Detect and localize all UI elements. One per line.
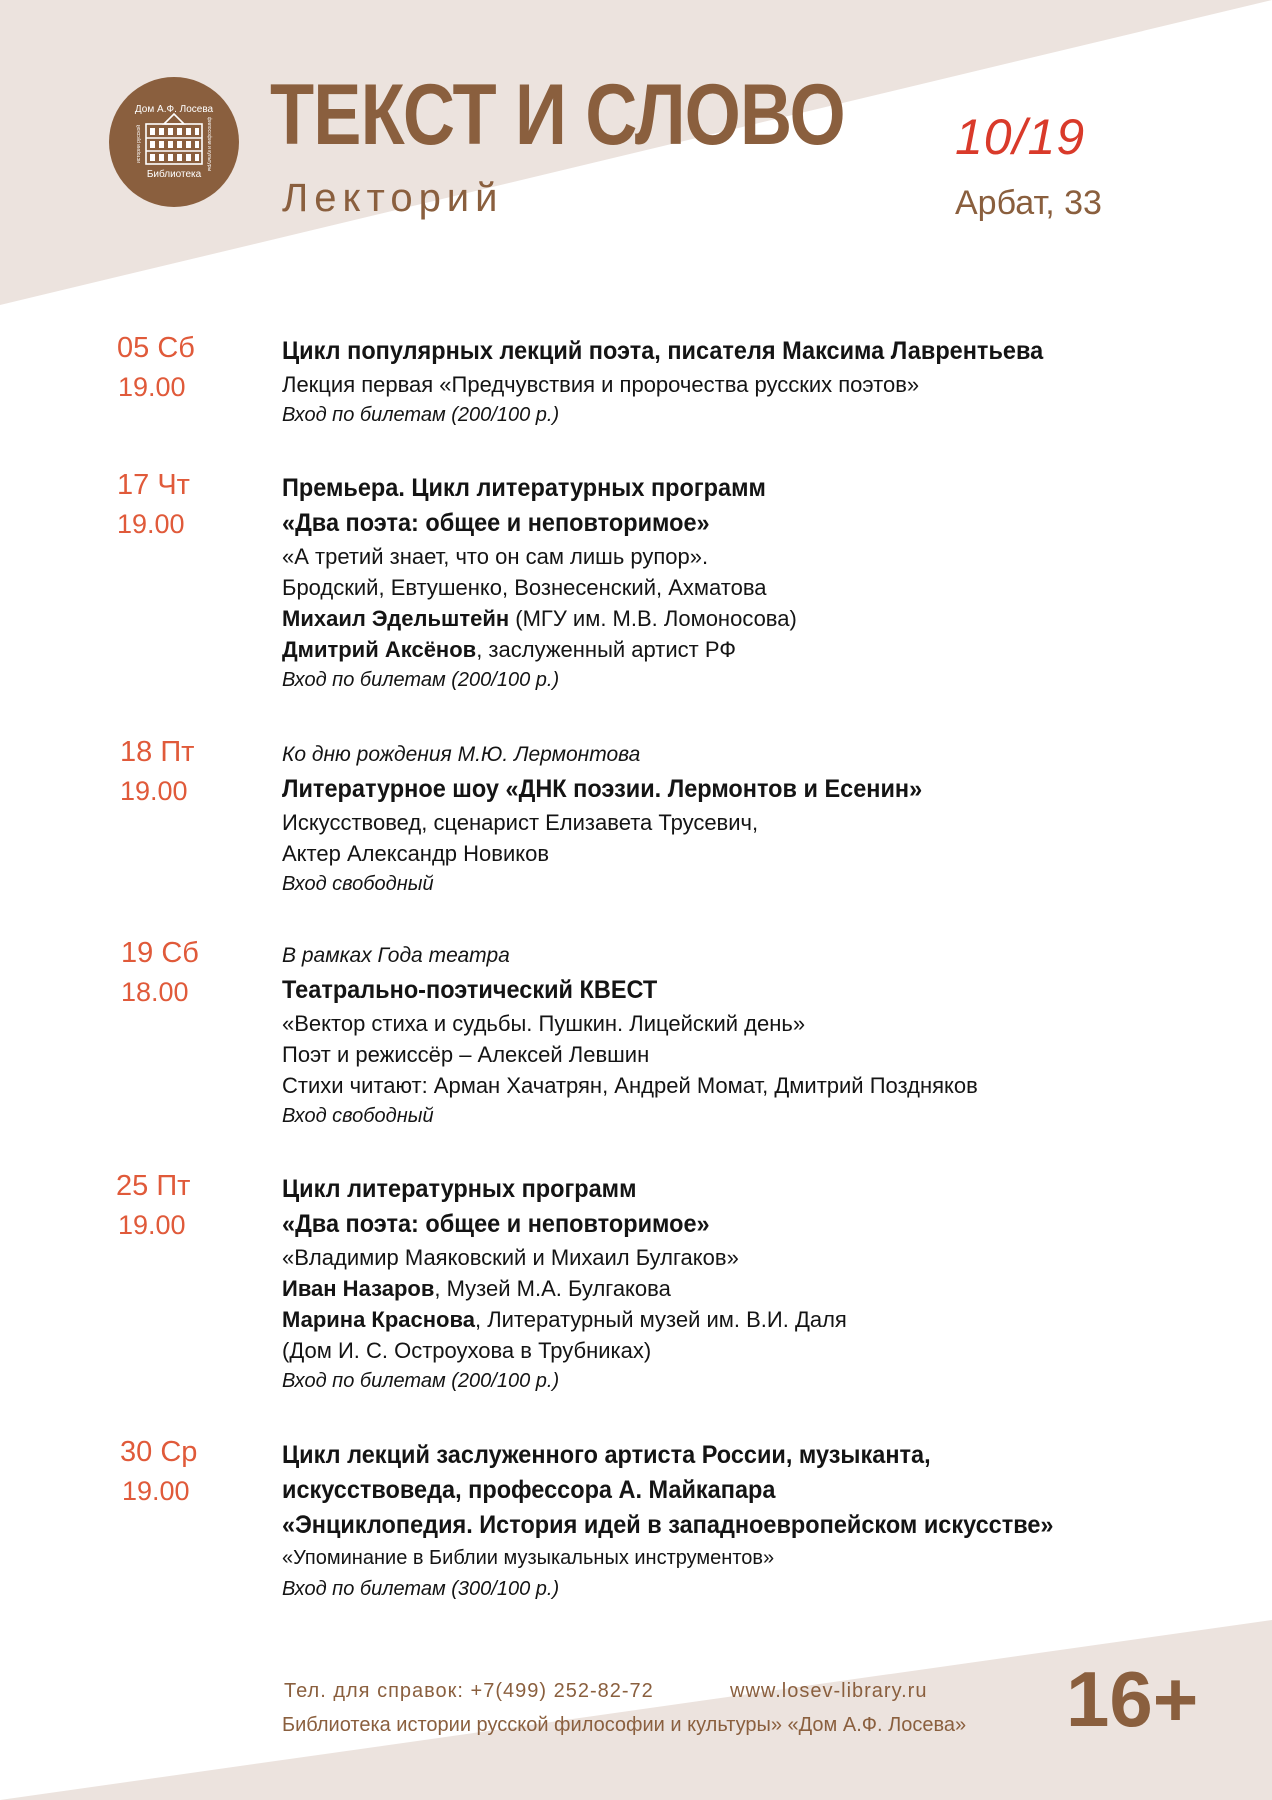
- participant-name: Дмитрий Аксёнов: [282, 637, 477, 662]
- contact-phone: Тел. для справок: +7(499) 252-82-72: [284, 1680, 654, 1702]
- event-title: Цикл лекций заслуженного артиста России, музыканта,: [282, 1441, 931, 1469]
- event-description: Лекция первая «Предчувствия и пророчества русских поэтов»: [282, 372, 920, 397]
- event-description: «А третий знает, что он сам лишь рупор».: [282, 544, 709, 569]
- event-subtitle: «Два поэта: общее и неповторимое»: [282, 1210, 710, 1238]
- website-link[interactable]: www.losev-library.ru: [730, 1680, 928, 1702]
- participant-name: Иван Назаров: [282, 1276, 435, 1301]
- event-occasion: Ко дню рождения М.Ю. Лермонтова: [282, 743, 641, 766]
- event-time: 18.00: [121, 977, 189, 1007]
- library-logo: [108, 76, 240, 208]
- event-time: 19.00: [117, 509, 185, 539]
- event-description: Искусствовед, сценарист Елизавета Трусевич,: [282, 810, 759, 835]
- event-participant: [282, 1273, 1232, 1304]
- venue-address: Арбат, 33: [955, 184, 1102, 222]
- event-participant: [282, 1304, 1232, 1335]
- event-description: «Владимир Маяковский и Михаил Булгаков»: [282, 1245, 739, 1270]
- event-description: Поэт и режиссёр – Алексей Левшин: [282, 1042, 650, 1067]
- participant-affiliation: , заслуженный артист РФ: [476, 637, 736, 662]
- event-description: Бродский, Евтушенко, Вознесенский, Ахматова: [282, 575, 767, 600]
- participant-name: Михаил Эдельштейн: [282, 606, 510, 631]
- event-description: Стихи читают: Арман Хачатрян, Андрей Момат, Дмитрий Поздняков: [282, 1073, 978, 1098]
- participant-name: Марина Краснова: [282, 1307, 475, 1332]
- event-description: Актер Александр Новиков: [282, 841, 550, 866]
- event-admission: Вход свободный: [282, 873, 434, 895]
- event-subtitle: «Два поэта: общее и неповторимое»: [282, 509, 710, 537]
- event-description: «Вектор стиха и судьбы. Пушкин. Лицейский день»: [282, 1011, 806, 1036]
- event-time: 19.00: [122, 1476, 190, 1506]
- event-date: 19 Сб: [121, 937, 199, 969]
- event-participant: [282, 634, 1232, 665]
- logo-bottom-text: Библиотека: [146, 169, 202, 180]
- event-title: искусствоведа, профессора А. Майкапара: [282, 1476, 776, 1504]
- event-title: Цикл литературных программ: [282, 1175, 637, 1203]
- page-title: ТЕКСТ И СЛОВО: [270, 67, 845, 163]
- event-date: 25 Пт: [116, 1170, 191, 1202]
- event-date: 05 Сб: [117, 332, 195, 364]
- event-time: 19.00: [118, 1210, 186, 1240]
- event-admission: Вход по билетам (200/100 р.): [282, 404, 560, 426]
- event-time: 19.00: [118, 372, 186, 402]
- event-occasion: В рамках Года театра: [282, 944, 510, 967]
- event-admission: Вход по билетам (200/100 р.): [282, 669, 560, 691]
- page-subtitle: Лекторий: [282, 176, 504, 220]
- issue-number: 10/19: [955, 109, 1086, 165]
- event-date: 17 Чт: [117, 469, 190, 501]
- event-description: (Дом И. С. Остроухова в Трубниках): [282, 1338, 652, 1363]
- event-description: «Упоминание в Библии музыкальных инструментов»: [282, 1547, 775, 1569]
- event-admission: Вход свободный: [282, 1105, 434, 1127]
- event-date: 30 Ср: [120, 1436, 198, 1468]
- logo-right-text: философии и культуры: [206, 116, 212, 172]
- participant-affiliation: , Музей М.А. Булгакова: [434, 1276, 671, 1301]
- event-time: 19.00: [120, 776, 188, 806]
- event-subtitle: «Энциклопедия. История идей в западноевропейском искусстве»: [282, 1511, 1054, 1539]
- event-admission: Вход по билетам (200/100 р.): [282, 1370, 560, 1392]
- logo-top-text: Дом А.Ф. Лосева: [134, 104, 214, 115]
- participant-affiliation: , Литературный музей им. В.И. Даля: [474, 1307, 847, 1332]
- logo-left-text: истории русской: [136, 124, 142, 164]
- participant-affiliation: (МГУ им. М.В. Ломоносова): [509, 606, 797, 631]
- event-admission: Вход по билетам (300/100 р.): [282, 1578, 560, 1600]
- event-title: Премьера. Цикл литературных программ: [282, 474, 766, 502]
- event-date: 18 Пт: [120, 736, 195, 768]
- event-title: Цикл популярных лекций поэта, писателя Максима Лаврентьева: [282, 337, 1044, 365]
- event-title: Театрально-поэтический КВЕСТ: [282, 976, 658, 1004]
- library-name: Библиотека истории русской философии и культуры» «Дом А.Ф. Лосева»: [282, 1714, 967, 1736]
- event-participant: [282, 603, 1232, 634]
- event-title: Литературное шоу «ДНК поэзии. Лермонтов и Есенин»: [282, 775, 923, 803]
- age-rating-badge: 16+: [1066, 1655, 1199, 1743]
